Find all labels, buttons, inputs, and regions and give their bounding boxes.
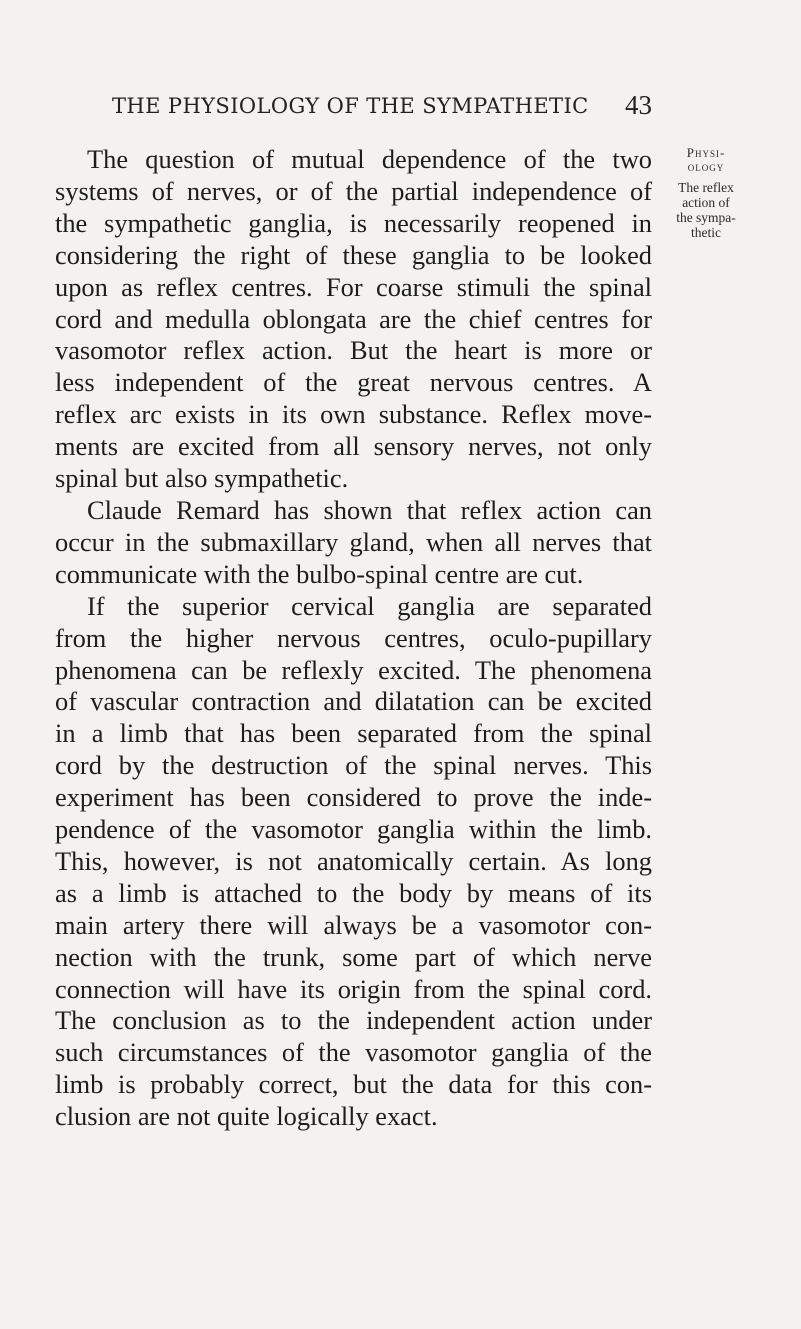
text-line: Claude Remard has shown that reflex action can [87, 494, 652, 525]
text-line: upon as reflex centres. For coarse stimuli the spinal [55, 271, 652, 302]
sidenote-topic-line: action of [682, 195, 730, 210]
sidenote-section-line: Physi- [686, 145, 726, 160]
text-line: from the higher nervous centres, oculo-pupillary [55, 622, 652, 653]
text-line: as a limb is attached to the body by means of its [55, 877, 652, 908]
paragraph [55, 144, 652, 495]
sidenote-topic-line: the sympa- [676, 210, 736, 225]
page-header [112, 90, 652, 130]
text-line: less independent of the great nervous centres. A [55, 367, 652, 398]
text-line: in a limb that has been separated from the spinal [55, 718, 652, 749]
text-line: limb is probably correct, but the data for this con- [55, 1069, 652, 1100]
running-head: THE PHYSIOLOGY OF THE SYMPATHETIC [112, 94, 589, 118]
body-text [55, 144, 652, 1133]
text-line: The question of mutual dependence of the two [87, 144, 652, 174]
text-line: connection will have its origin from the spinal cord. [55, 973, 652, 1004]
text-line: nection with the trunk, some part of which nerve [55, 941, 652, 972]
text-line: spinal but also sympathetic. [55, 463, 349, 494]
text-line: considering the right of these ganglia to be looked [55, 239, 652, 270]
margin-notes [666, 146, 746, 240]
text-line: main artery there will always be a vasomotor con- [55, 909, 652, 940]
text-line: pendence of the vasomotor ganglia within the limb. [55, 814, 652, 845]
sidenote-section-line: ology [687, 159, 725, 174]
text-line: cord by the destruction of the spinal nerves. This [55, 750, 652, 781]
text-line: such circumstances of the vasomotor ganglia of the [55, 1037, 652, 1068]
text-line: systems of nerves, or of the partial independence of [55, 175, 652, 206]
text-line: The conclusion as to the independent action under [55, 1005, 652, 1036]
text-line: reflex arc exists in its own substance. Reflex move- [55, 399, 652, 430]
text-line: occur in the submaxillary gland, when all nerves that [55, 526, 652, 557]
text-line: communicate with the bulbo-spinal centre are cut. [55, 558, 584, 589]
page-number: 43 [625, 90, 652, 120]
text-line: the sympathetic ganglia, is necessarily reopened in [55, 207, 652, 238]
text-line: cord and medulla oblongata are the chief centres for [55, 303, 652, 334]
paragraph [55, 495, 652, 591]
text-line: experiment has been considered to prove the inde- [55, 782, 652, 813]
text-line: of vascular contraction and dilatation can be excited [55, 686, 652, 717]
text-line: ments are excited from all sensory nerves, not only [55, 431, 652, 462]
paragraph [55, 591, 652, 1133]
text-line: vasomotor reflex action. But the heart is more or [55, 335, 652, 366]
sidenote-topic-line: The reflex [678, 180, 734, 195]
text-line: clusion are not quite logically exact. [55, 1101, 438, 1132]
sidenote-topic-line: thetic [691, 225, 721, 240]
text-line: If the superior cervical ganglia are separated [87, 590, 652, 621]
text-line: This, however, is not anatomically certain. As long [55, 845, 652, 876]
text-line: phenomena can be reflexly excited. The phenomena [55, 654, 652, 685]
